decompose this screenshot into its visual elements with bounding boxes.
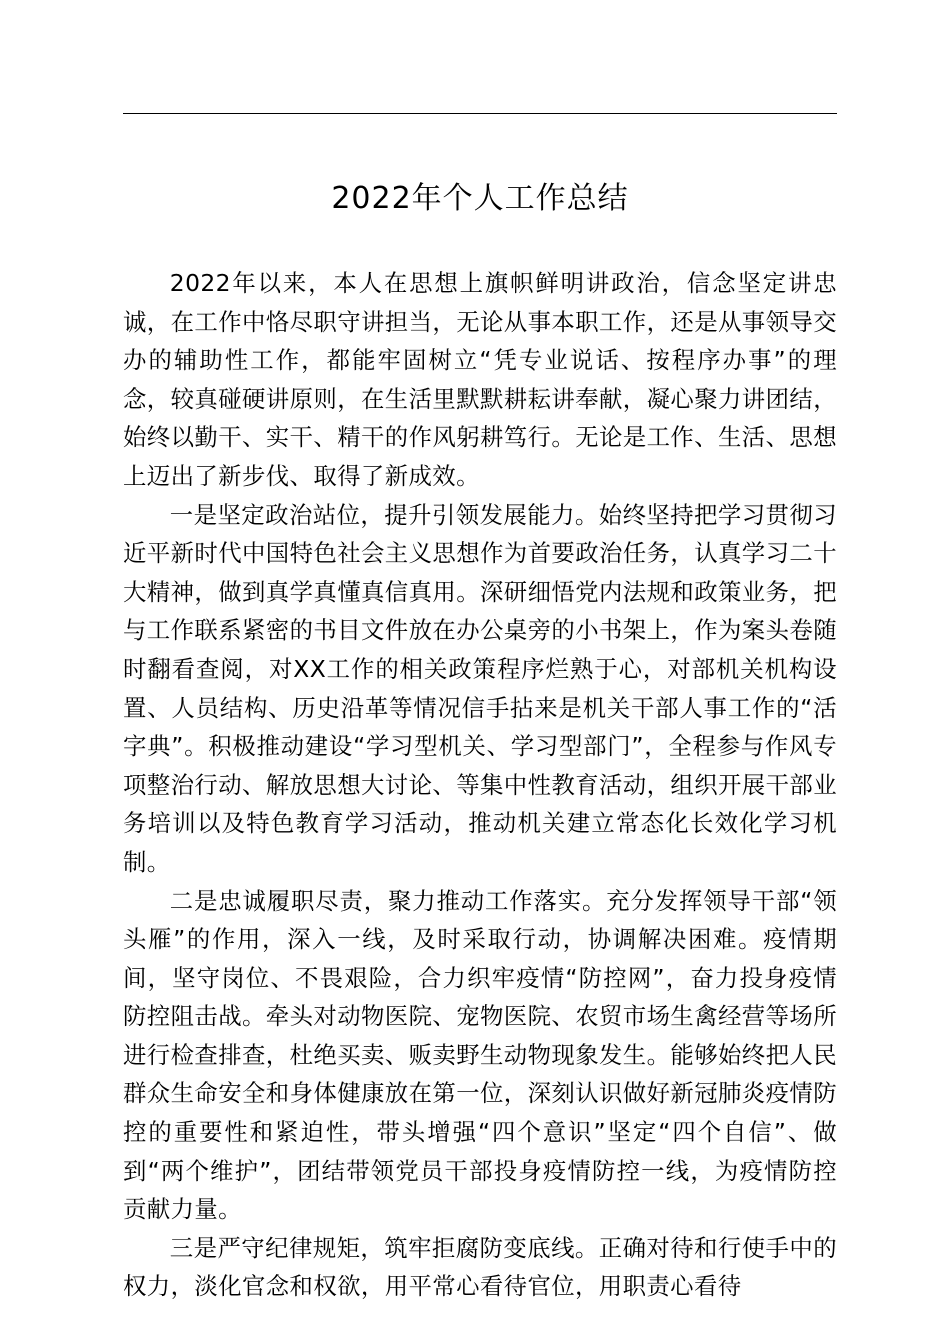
- document-body: [123, 264, 837, 1306]
- paragraph-intro: 2022年以来，本人在思想上旗帜鲜明讲政治，信念坚定讲忠诚，在工作中恪尽职守讲担当，无论从事本职工作，还是从事领导交办的辅助性工作，都能牢固树立“凭专业说话、按程序办事”的理念，较真碰硬讲原则，在生活里默默耕耘讲奉献，凝心聚力讲团结，始终以勤干、实干、精干的作风躬耕笃行。无论是工作、生活、思想上迈出了新步伐、取得了新成效。: [123, 269, 837, 490]
- paragraph-discipline: 三是严守纪律规矩，筑牢拒腐防变底线。正确对待和行使手中的权力，淡化官念和权欲，用平常心看待官位，用职责心看待: [123, 1233, 837, 1301]
- header-divider: [123, 113, 837, 114]
- paragraph-political-stance: 一是坚定政治站位，提升引领发展能力。始终坚持把学习贯彻习近平新时代中国特色社会主义思想作为首要政治任务，认真学习二十大精神，做到真学真懂真信真用。深研细悟党内法规和政策业务，把与工作联系紧密的书目文件放在办公桌旁的小书架上，作为案头卷随时翻看查阅，对XX工作的相关政策程序烂熟于心，对部机关机构设置、人员结构、历史沿革等情况信手拈来是机关干部人事工作的“活字典”。积极推动建设“学习型机关、学习型部门”，全程参与作风专项整治行动、解放思想大讨论、等集中性教育活动，组织开展干部业务培训以及特色教育学习活动，推动机关建立常态化长效化学习机制。: [123, 500, 837, 876]
- document-title: 2022年个人工作总结: [331, 181, 629, 216]
- paragraph-duty-performance: 二是忠诚履职尽责，聚力推动工作落实。充分发挥领导干部“领头雁”的作用，深入一线，及时采取行动，协调解决困难。疫情期间，坚守岗位、不畏艰险，合力织牢疫情“防控网”，奋力投身疫情防控阻击战。牵头对动物医院、宠物医院、农贸市场生禽经营等场所进行检查排查，杜绝买卖、贩卖野生动物现象发生。能够始终把人民群众生命安全和身体健康放在第一位，深刻认识做好新冠肺炎疫情防控的重要性和紧迫性，带头增强“四个意识”坚定“四个自信”、做到“两个维护”，团结带领党员干部投身疫情防控一线，为疫情防控贡献力量。: [123, 886, 837, 1224]
